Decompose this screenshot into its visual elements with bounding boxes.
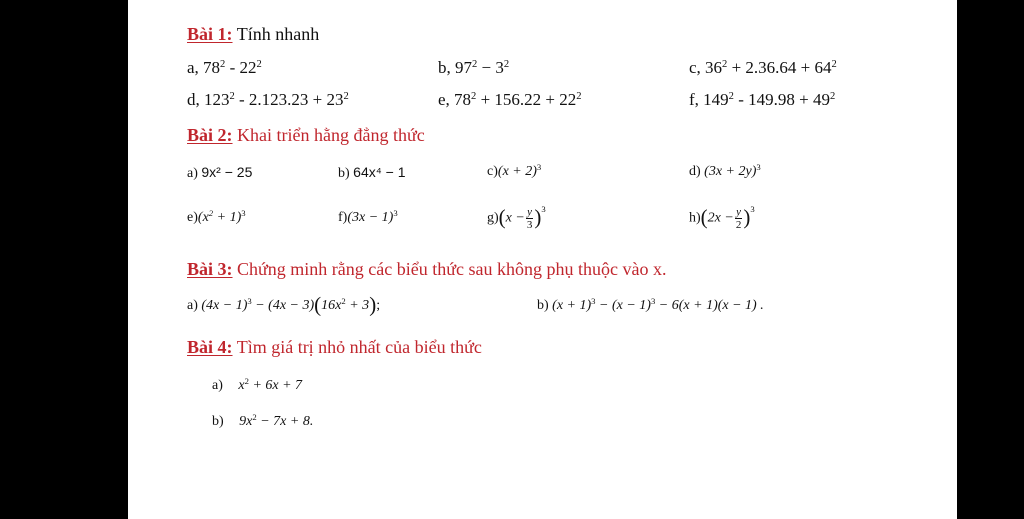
exercise-2-item-g: g)(x − $\frac{y}{3}$ )$^3$ — [487, 204, 546, 231]
base: 22 — [239, 58, 257, 77]
base: 78 — [203, 58, 221, 77]
item-prefix: h) — [689, 210, 701, 226]
item-prefix: e) — [187, 210, 198, 225]
middle-term: + 2.36.64 + — [727, 58, 815, 77]
punctuation: ; — [376, 298, 381, 313]
exponent: 2 — [229, 91, 235, 103]
expression: 64x⁴ − 1 — [353, 164, 406, 180]
exponent: 3 — [393, 208, 398, 219]
exercise-1-item-c — [689, 58, 837, 81]
exponent: 2 — [256, 59, 262, 71]
numerator: y — [736, 206, 742, 218]
exercise-3-label: Bài 3: — [187, 259, 233, 279]
numerator: y — [527, 206, 533, 218]
item-prefix: d, — [187, 90, 200, 109]
expression: x + 2 — [502, 164, 533, 179]
middle-term: - 149.98 + — [733, 90, 813, 109]
base: 22 — [559, 90, 577, 109]
item-prefix: b) — [212, 414, 224, 429]
base: 9x — [239, 414, 253, 429]
exercise-4-title: Tìm giá trị nhỏ nhất của biểu thức — [236, 337, 482, 357]
exercise-1-heading — [187, 23, 319, 45]
exercise-3-heading — [187, 258, 666, 280]
exponent: 2 — [829, 91, 836, 103]
exercise-1-item-f — [689, 90, 835, 113]
exercise-1-item-a — [187, 58, 262, 81]
exponent: 2 — [220, 59, 226, 71]
exercise-2-heading — [187, 124, 425, 146]
exercise-4-heading — [187, 336, 482, 358]
item-prefix: c, — [689, 58, 701, 77]
exercise-2-item-h: h)(2x − $\frac{y}{2}$ )$^3$ — [689, 204, 755, 231]
exponent: 2 — [471, 91, 477, 103]
expression: (x + 1) — [552, 298, 592, 313]
base: 97 — [455, 58, 472, 77]
exponent: 2 — [252, 412, 257, 423]
base: 36 — [705, 58, 723, 77]
exponent: 2 — [503, 59, 510, 71]
exercise-1-item-b — [438, 58, 509, 81]
exercise-1-item-e — [438, 90, 582, 113]
item-prefix: a) — [187, 166, 198, 181]
exponent: 3 — [247, 296, 252, 307]
exponent: 2 — [728, 91, 734, 103]
middle-term: - 2.123.23 + — [234, 90, 327, 109]
exercise-1-title: Tính nhanh — [236, 24, 320, 44]
exponent: 3 — [541, 204, 546, 215]
exponent: 3 — [650, 296, 656, 307]
expression: − 7x + 8. — [256, 414, 314, 429]
base: x — [238, 378, 245, 393]
expression: − (x − 1) — [595, 298, 651, 313]
exponent: 2 — [722, 59, 728, 71]
item-prefix: b) — [537, 298, 549, 313]
expression: + 6x + 7 — [248, 378, 303, 393]
exercise-1-item-d — [187, 90, 349, 113]
item-prefix: g) — [487, 210, 499, 226]
exercise-1-label: Bài 1: — [187, 24, 233, 44]
expression: (4x − 1) — [201, 298, 248, 313]
exponent: 2 — [208, 208, 214, 219]
base: 149 — [703, 90, 729, 109]
exercise-3-item-b — [537, 296, 764, 316]
exercise-3-title: Chứng minh rằng các biểu thức sau không phụ thuộc vào x. — [237, 259, 667, 279]
item-prefix: a) — [187, 298, 198, 313]
exercise-4-label: Bài 4: — [187, 337, 233, 357]
exercise-2-item-a — [187, 162, 252, 184]
base: 23 — [326, 90, 344, 109]
expression: + 3 — [345, 298, 370, 313]
denominator: 3 — [526, 219, 533, 231]
operator: - — [225, 58, 240, 77]
exponent: 3 — [591, 296, 596, 307]
middle-term: + 156.22 + — [476, 90, 560, 109]
exercise-4-item-a — [212, 376, 302, 396]
exponent: 2 — [343, 91, 349, 103]
exponent: 2 — [472, 59, 478, 71]
item-prefix: a) — [212, 378, 223, 393]
expression: 3x + 2y — [708, 164, 752, 179]
exponent: 3 — [536, 162, 542, 173]
expression: 2x − — [707, 210, 734, 226]
exponent: 2 — [576, 91, 582, 103]
exponent: 2 — [244, 376, 249, 387]
item-prefix: d) — [689, 164, 701, 179]
fraction — [735, 206, 743, 231]
item-prefix: f) — [338, 210, 348, 225]
item-prefix: c) — [487, 164, 498, 179]
fraction — [526, 206, 534, 231]
item-prefix: a, — [187, 58, 199, 77]
exercise-2-label: Bài 2: — [187, 125, 233, 145]
expression: − (4x − 3) — [251, 298, 315, 313]
expression: − 6(x + 1)(x − 1) . — [655, 298, 764, 313]
base: 78 — [454, 90, 472, 109]
base: 49 — [812, 90, 830, 109]
base: 64 — [814, 58, 832, 77]
exercise-2-item-e: $e)(x^2 + 1)^3$ — [187, 208, 246, 225]
exercise-2-item-d: d) $(3x + 2y)^3$ — [689, 162, 761, 179]
exercise-2-item-f: $f)(3x - 1)^3$ — [338, 208, 398, 225]
expression: 9x² − 25 — [201, 164, 253, 180]
item-prefix: b, — [438, 58, 451, 77]
exponent: 2 — [831, 59, 837, 71]
base: 123 — [204, 90, 230, 109]
expression: x − — [505, 210, 525, 226]
exponent: 3 — [750, 204, 755, 215]
expression: 16x — [321, 298, 342, 313]
operator: − — [477, 58, 496, 77]
exponent: 3 — [756, 162, 761, 173]
exponent: 3 — [241, 208, 246, 219]
worksheet-page — [128, 0, 957, 519]
item-prefix: b) — [338, 166, 350, 181]
denominator: 2 — [735, 219, 742, 231]
exercise-3-item-a: a) $(4x - 1)^3 - (4x - 3)(16x^2 + 3)$; — [187, 292, 381, 317]
item-prefix: f, — [689, 90, 699, 109]
item-prefix: e, — [438, 90, 450, 109]
exercise-2-item-c: $c)(x + 2)^3$ — [487, 162, 542, 179]
base: x — [202, 210, 209, 225]
exercise-4-item-b — [212, 412, 313, 432]
exponent: 2 — [341, 296, 346, 307]
expression: 3x − 1 — [352, 210, 389, 225]
expression: + 1 — [213, 210, 237, 225]
exercise-2-item-b — [338, 162, 406, 184]
exercise-2-title: Khai triển hằng đẳng thức — [237, 125, 425, 145]
base: 3 — [495, 58, 504, 77]
